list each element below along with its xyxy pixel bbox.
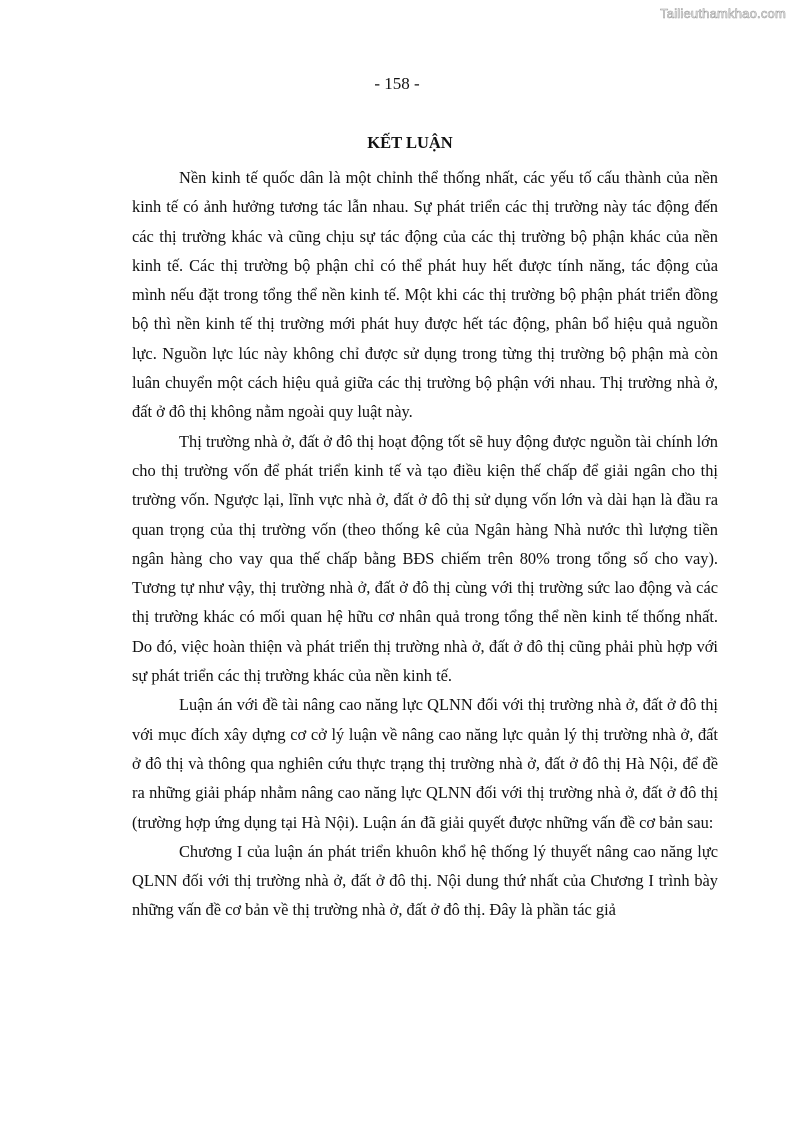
paragraph-4: Chương I của luận án phát triển khuôn khổ hệ thống lý thuyết nâng cao năng lực QLNN đối với thị trường nhà ở, đất ở đô thị. Nội dung thứ nhất của Chương I trình bày những vấn đề cơ bản về thị trường nhà ở, đất ở đô thị. Đây là phần tác giả [132, 841, 718, 920]
paragraph-3: Luận án với đề tài nâng cao năng lực QLNN đối với thị trường nhà ở, đất ở đô thị với mục đích xây dựng cơ cở lý luận về nâng cao năng lực quản lý thị trường nhà ở, đất ở đô thị và thông qua nghiên cứu thực trạng thị trường nhà ở, đất ở đô thị Hà Nội, để đề ra những giải pháp nhằm nâng cao năng lực QLNN đối với thị trường nhà ở, đất ở đô thị (trường hợp ứng dụng tại Hà Nội). Luận án đã giải quyết được những vấn đề cơ bản sau: [132, 695, 718, 832]
watermark-text: Tailieuthamkhao.com [660, 6, 786, 21]
page-number: - 158 - [374, 74, 420, 93]
paragraph-1: Nền kinh tế quốc dân là một chỉnh thể thống nhất, các yếu tố cấu thành của nền kinh tế có ảnh hưởng tương tác lẫn nhau. Sự phát triển các thị trường này tác động đến các thị trường khác và cũng chịu sự tác động của các thị trường bộ phận khác của nền kinh tế. Các thị trường bộ phận chỉ có thể phát huy hết được tính năng, tác động của mình nếu đặt trong tổng thể nền kinh tế. Một khi các thị trường bộ phận phát triển đồng bộ thì nền kinh tế thị trường mới phát huy được hết tác động, phân bổ hiệu quả nguồn lực. Nguồn lực lúc này không chỉ được sử dụng trong từng thị trường bộ phận mà còn luân chuyển một cách hiệu quả giữa các thị trường bộ phận với nhau. Thị trường nhà ở, đất ở đô thị không nằm ngoài quy luật này. [132, 168, 718, 422]
paragraph-2: Thị trường nhà ở, đất ở đô thị hoạt động tốt sẽ huy động được nguồn tài chính lớn cho thị trường vốn để phát triển kinh tế và tạo điều kiện thế chấp để giải ngân cho thị trường vốn. Ngược lại, lĩnh vực nhà ở, đất ở đô thị sử dụng vốn lớn và dài hạn là đầu ra quan trọng của thị trường vốn (theo thống kê của Ngân hàng Nhà nước thì lượng tiền ngân hàng cho vay qua thế chấp bằng BĐS chiếm trên 80% trong tổng số cho vay). Tương tự như vậy, thị trường nhà ở, đất ở đô thị cùng với thị trường sức lao động và các thị trường khác có mối quan hệ hữu cơ nhân quả trong tổng thể nền kinh tế thống nhất. Do đó, việc hoàn thiện và phát triển thị trường nhà ở, đất ở đô thị cũng phải phù hợp với sự phát triển các thị trường khác của nền kinh tế. [132, 431, 718, 686]
section-title: KẾT LUẬN [367, 133, 453, 152]
body-text [132, 163, 718, 925]
